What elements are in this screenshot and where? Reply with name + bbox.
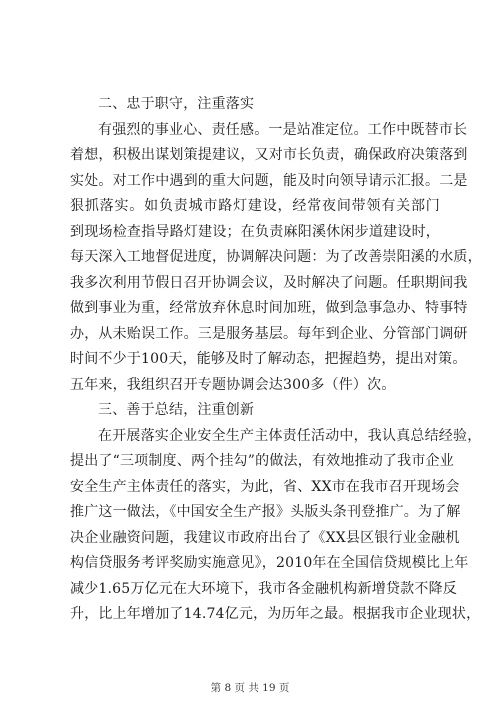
paragraph-line: 实处。对工作中遇到的重大问题，能及时向领导请示汇报。二是 xyxy=(70,172,468,189)
paragraph-line: 有强烈的事业心、责任感。一是站准定位。工作中既替市长 xyxy=(98,121,468,138)
paragraph-line: 安全生产主体责任的落实，为此，省、XX市在我市召开现场会 xyxy=(70,478,460,495)
paragraph-line: 每天深入工地督促进度，协调解决问题：为了改善崇阳溪的水质， xyxy=(70,249,482,265)
paragraph-line: 升，比上年增加了14.74亿元，为历年之最。根据我市企业现状， xyxy=(70,606,481,622)
paragraph-line: 办，从未贻误工作。三是服务基层。每年到企业、分管部门调研 xyxy=(70,325,468,342)
section-heading-3: 三、善于总结，注重创新 xyxy=(98,402,255,418)
paragraph-line: 决企业融资问题，我建议市政府出台了《XX县区银行业金融机 xyxy=(70,529,460,546)
paragraph-line: 提出了“三项制度、两个挂勾”的做法，有效地推动了我市企业 xyxy=(70,453,454,469)
paragraph-line: 到现场检查指导路灯建设；在负责麻阳溪休闲步道建设时， xyxy=(70,223,440,240)
paragraph-line: 在开展落实企业安全生产主体责任活动中，我认真总结经验， xyxy=(98,427,482,444)
page-number-footer: 第 8 页 共 19 页 xyxy=(210,682,290,694)
paragraph-line: 着想，积极出谋划策提建议，又对市长负责，确保政府决策落到 xyxy=(70,147,468,163)
paragraph-line: 推广这一做法，《中国安全生产报》头版头条刊登推广。为了解 xyxy=(70,504,461,520)
paragraph-line: 构信贷服务考评奖励实施意见》，2010年在全国信贷规模比上年 xyxy=(70,555,469,571)
paragraph-line: 做到事业为重，经常放弃休息时间加班，做到急事急办、特事特 xyxy=(70,300,468,316)
section-heading-2: 二、忠于职守，注重落实 xyxy=(98,96,255,112)
document-body xyxy=(70,92,482,628)
paragraph-line: 我多次利用节假日召开协调会议，及时解决了问题。任职期间我 xyxy=(70,274,468,291)
paragraph-line: 狠抓落实。如负责城市路灯建设，经常夜间带领有关部门 xyxy=(70,198,440,214)
paragraph-line: 时间不少于100天，能够及时了解动态，把握趋势，提出对策。 xyxy=(70,351,467,367)
paragraph-line: 五年来，我组织召开专题协调会达300多（件）次。 xyxy=(70,376,396,393)
paragraph-line: 减少1.65万亿元在大环境下，我市各金融机构新增贷款不降反 xyxy=(70,580,457,597)
